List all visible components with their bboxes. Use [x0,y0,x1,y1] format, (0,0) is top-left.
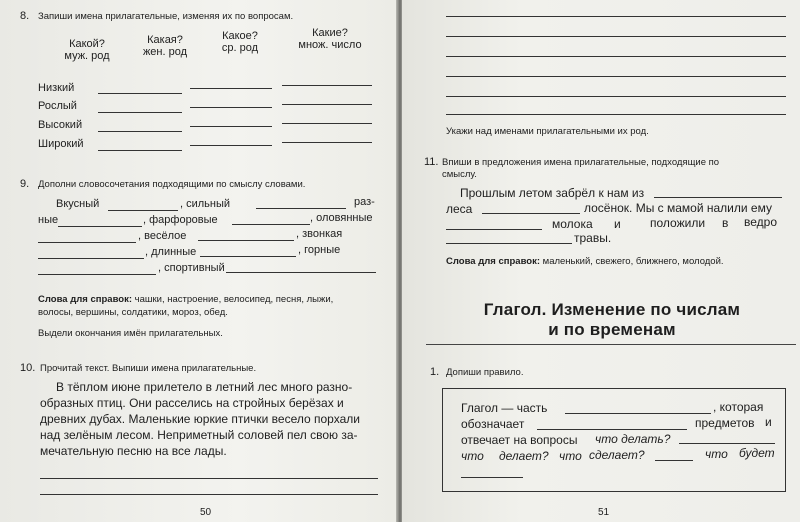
answer-line[interactable] [461,477,523,478]
header-subtitle: муж. род [64,50,110,62]
header-plural [288,27,372,51]
rule-text: , которая [713,400,764,414]
answer-line[interactable] [446,114,786,115]
task-11-number: 11. [424,156,439,168]
rule-question: что [461,449,484,463]
task-1-number: 1. [430,366,440,378]
sentence-text: травы. [574,231,612,245]
phrase-text: , горные [298,244,341,256]
text-line: древних дубах. Маленькие юркие птички весело порхали [40,412,360,426]
right-page [402,0,800,522]
text-line: над зелёным лесом. Неприметный соловей пел свою за- [40,428,358,442]
answer-line[interactable] [200,256,296,257]
answer-line[interactable] [537,429,687,430]
phrase-text: , звонкая [296,228,343,240]
header-question: Какая? [147,34,183,46]
answer-line[interactable] [98,93,182,94]
answer-line[interactable] [98,131,182,132]
reference-words [446,256,724,267]
left-page [0,0,398,522]
sentence-text: и [614,217,621,231]
phrase-text: , оловянные [310,212,373,224]
answer-line[interactable] [679,443,775,444]
rule-question: будет [739,446,775,460]
page-number: 51 [598,507,610,518]
word-row-1: Низкий [38,82,75,94]
answer-line[interactable] [198,240,294,241]
answer-line[interactable] [282,142,372,143]
phrase-text: Вкусный [56,198,100,210]
task-9-instruction: Дополни словосочетания подходящими по смыслу словами. [38,179,306,190]
text-line: мечательную песню на все лады. [40,444,227,458]
answer-line[interactable] [58,226,142,227]
header-subtitle: ср. род [221,42,259,54]
answer-line[interactable] [38,258,144,259]
answer-line[interactable] [282,123,372,124]
answer-line[interactable] [654,197,782,198]
phrase-text: ные [38,214,59,226]
answer-line[interactable] [38,274,156,275]
task-10-instruction: Прочитай текст. Выпиши имена прилагательные. [40,363,257,374]
reference-label: Слова для справок: [446,256,541,267]
sentence-text: молока [552,217,593,231]
sentence-text: ведро [744,215,777,229]
task-9-number: 9. [20,178,30,190]
answer-line[interactable] [446,76,786,77]
header-subtitle: жен. род [142,46,188,58]
word-row-4: Широкий [38,138,84,150]
answer-line[interactable] [38,242,136,243]
phrase-text: раз- [354,196,375,208]
section-heading: Глагол. Изменение по числам [483,300,741,319]
answer-line[interactable] [655,460,693,461]
rule-question: сделает? [589,448,645,462]
phrase-text: , длинные [145,246,197,258]
text-line: В тёплом июне прилетело в летний лес много разно- [56,380,353,394]
word-row-3: Высокий [38,119,83,131]
answer-line[interactable] [446,56,786,57]
reference-words [38,294,333,305]
rule-text: отвечает на вопросы [461,433,578,447]
answer-line[interactable] [98,112,182,113]
page-number: 50 [200,507,212,518]
answer-line[interactable] [40,478,378,479]
sentence-text: леса [446,202,473,216]
answer-line[interactable] [190,88,272,89]
answer-line[interactable] [446,96,786,97]
rule-question: что [559,449,582,463]
rule-text: обозначает [461,417,525,431]
rule-question: делает? [499,449,549,463]
answer-line[interactable] [482,213,580,214]
task-11-instruction-cont: смыслу. [442,169,477,180]
answer-line[interactable] [226,272,376,273]
sentence-text: положили [650,216,706,230]
task-9-note: Выдели окончания имён прилагательных. [38,328,223,339]
rule-text: Глагол — часть [461,401,548,415]
header-question: Какой? [69,38,105,50]
answer-line[interactable] [446,36,786,37]
answer-line[interactable] [282,85,372,86]
task-1-instruction: Допиши правило. [446,367,524,378]
header-neuter [205,30,275,54]
answer-line[interactable] [446,243,572,244]
gender-note: Укажи над именами прилагательными их род. [446,126,649,137]
heading-rule [426,344,796,345]
reference-list: чашки, настроение, велосипед, песня, лыжи, [134,294,334,305]
header-feminine [130,34,200,58]
header-question: Какие? [312,27,348,39]
answer-line[interactable] [446,229,542,230]
text-line: образных птиц. Они расселись на стройных берёзах и [40,396,344,410]
answer-line[interactable] [256,208,346,209]
header-masculine [52,38,122,62]
phrase-text: , спортивный [158,262,225,274]
answer-line[interactable] [190,107,272,108]
phrase-text: , весёлое [138,230,187,242]
phrase-text: , фарфоровые [143,214,218,226]
rule-question: что делать? [595,432,671,446]
answer-line[interactable] [190,126,272,127]
header-subtitle: множ. число [298,39,362,51]
task-8-number: 8. [20,10,30,22]
phrase-text: , сильный [180,198,231,210]
answer-line[interactable] [565,413,711,414]
sentence-text: лосёнок. Мы с мамой налили ему [584,201,772,215]
rule-question: что [705,447,728,461]
answer-line[interactable] [232,224,310,225]
task-11-instruction: Впиши в предложения имена прилагательные, подходящие по [442,157,720,168]
rule-text: и [765,415,772,429]
rule-text: предметов [695,416,755,430]
answer-line[interactable] [190,145,272,146]
answer-line[interactable] [446,16,786,17]
header-question: Какое? [222,30,258,42]
answer-line[interactable] [282,104,372,105]
task-8-instruction: Запиши имена прилагательные, изменяя их по вопросам. [38,11,294,22]
reference-list: маленький, свежего, ближнего, молодой. [542,256,724,267]
sentence-text: в [722,216,729,230]
reference-label: Слова для справок: [38,294,133,305]
answer-line[interactable] [40,494,378,495]
section-heading-cont: и по временам [548,320,676,339]
word-row-2: Рослый [38,100,77,112]
rule-box [442,388,786,492]
answer-line[interactable] [98,150,182,151]
answer-line[interactable] [108,210,178,211]
sentence-text: Прошлым летом забрёл к нам из [460,186,645,200]
reference-list-cont: волосы, вершины, солдатики, мороз, обед. [38,307,228,318]
task-10-number: 10. [20,362,36,374]
